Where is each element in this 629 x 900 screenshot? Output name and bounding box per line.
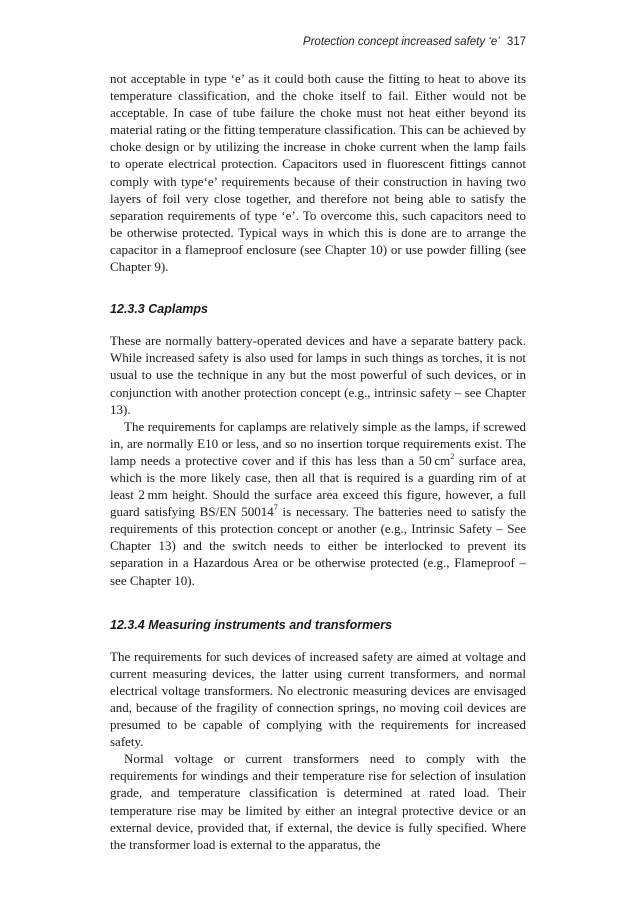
page-body bbox=[110, 70, 526, 853]
reference-superscript: 7 bbox=[273, 502, 278, 512]
instruments-paragraph-1: The requirements for such devices of increased safety are aimed at voltage and current measuring devices, the latter using current transformers, and normal electrical voltage transformers. No electronic measuring devices are envisaged and, because of the fragility of connection springs, no moving coil devices are presumed to be capable of complying with the requirements for increased safety. bbox=[110, 648, 526, 750]
superscript-squared: 2 bbox=[450, 451, 455, 461]
paragraph-continuation: not acceptable in type ‘e’ as it could both cause the fitting to heat to above its temperature classification, and the choke itself to fail. Either would not be acceptable. In case of tube failure the choke must not heat either beyond its material rating or the fitting temperature classification. This can be achieved by choke design or by utilizing the increase in choke current when the lamp fails to operate electrical protection. Capacitors used in fluorescent fittings cannot comply with type‘e’ requirements because of their construction in having two layers of foil very close together, and therefore not being able to satisfy the separation requirements of type ‘e’. To overcome this, such capacitors need to be otherwise protected. Typical ways in which this is done are to arrange the capacitor in a flameproof enclosure (see Chapter 10) or use powder filling (see Chapter 9). bbox=[110, 71, 526, 275]
section-heading-instruments: 12.3.4 Measuring instruments and transformers bbox=[110, 617, 393, 632]
running-header bbox=[110, 36, 526, 48]
caplamps-paragraph-2-part-c: is necessary. The batteries need to satisfy the requirements of this protection concept or another (e.g., Intrinsic Safety – See Chapter 13) and the switch needs to either be interlocked to prevent its separation in a Hazardous Area or be otherwise protected (e.g., Flameproof – see Chapter 10). bbox=[110, 504, 526, 588]
caplamps-paragraph-1: These are normally battery-operated devices and have a separate battery pack. While increased safety is also used for lamps in such things as torches, it is not usual to use the technique in any but the most powerful of such devices, or in conjunction with another protection concept (e.g., intrinsic safety – see Chapter 13). bbox=[110, 333, 526, 417]
caplamps-paragraph-2 bbox=[110, 418, 526, 589]
running-title: Protection concept increased safety ‘e’ bbox=[302, 36, 500, 48]
section-heading-caplamps: 12.3.3 Caplamps bbox=[110, 302, 208, 317]
caplamps-paragraph-2-part-b: surface area, which is the more likely case, then all that is required is a guarding rim of at least 2 mm height. Should the surface area exceed this figure, however, a full guard satisfying BS/EN 50014 bbox=[110, 452, 526, 520]
page-number: 317 bbox=[506, 36, 526, 48]
instruments-paragraph-2: Normal voltage or current transformers need to comply with the requirements for windings and their temperature rise for selection of insulation grade, and temperature classification is determined at rated load. Their temperature rise may be limited by either an integral protective device or an external device, provided that, if external, the device is fully specified. Where the transformer load is external to the apparatus, the bbox=[110, 751, 526, 852]
caplamps-paragraph-2-part-a: The requirements for caplamps are relatively simple as the lamps, if screwed in, are normally E10 or less, and so no insertion torque requirements exist. The lamp needs a protective cover and if this has less than a 50 cm bbox=[110, 418, 526, 468]
